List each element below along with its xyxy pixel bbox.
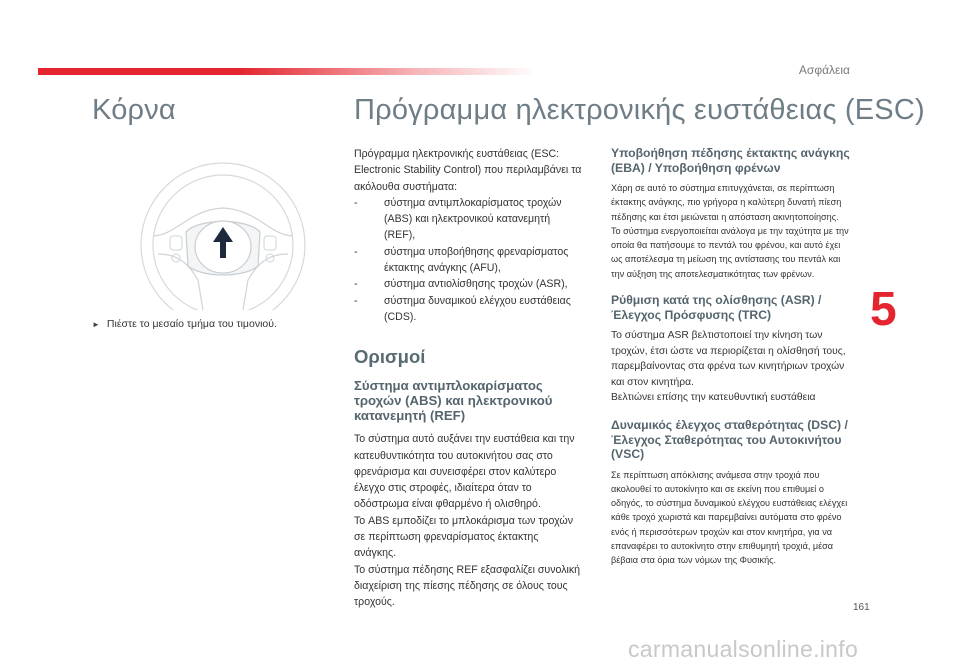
asr-heading: Ρύθμιση κατά της ολίσθησης (ASR) / Έλεγχος Πρόσφυσης (TRC) [611, 293, 822, 322]
page-number: 161 [853, 602, 870, 613]
list-item: - σύστημα αντιμπλοκαρίσματος τροχών (ABS) και ηλεκτρονικού κατανεμητή (REF), [354, 195, 582, 244]
eba-text-1: Χάρη σε αυτό το σύστημα επιτυγχάνεται, σε περίπτωση έκτακτης ανάγκης, πιο γρήγορα η καλύτερη δυνατή πίεση πέδησης και έτσι μειώνεται η απόσταση ακινητοποίησης. [611, 183, 842, 222]
asr-text-2: Βελτιώνει επίσης την κατευθυντική ευστάθεια [611, 392, 816, 404]
arrow-right-icon: ► [92, 320, 100, 329]
chapter-number: 5 [870, 283, 897, 336]
horn-title: Κόρνα [92, 94, 176, 126]
list-item: - σύστημα δυναμικού ελέγχου ευστάθειας (CDS). [354, 293, 582, 326]
asr-text-1: Το σύστημα ASR βελτιστοποιεί την κίνηση των τροχών, έτσι ώστε να περιορίζεται η ολίσθησή τους, παρεμβαίνοντας στα φρένα των κινητήριων τροχών και στον κινητήρα. [611, 330, 846, 388]
definitions-heading: Ορισμοί [354, 346, 426, 368]
abs-text-1: Το σύστημα αυτό αυξάνει την ευστάθεια και την κατευθυντικότητα του αυτοκινήτου σας στο φρενάρισμα και συνεισφέρει στον καλύτερο έλεγχο στις στροφές, ιδιαίτερα όταν το οδόστρωμα είναι φθαρμένο ή ολισθηρό. [354, 433, 575, 511]
esc-systems-list [354, 195, 582, 325]
assist-column [611, 146, 853, 568]
abs-text-2: Το ABS εμποδίζει το μπλοκάρισμα των τροχών σε περίπτωση φρεναρίσματος έκτακτης ανάγκης. [354, 514, 574, 560]
section-title: Ασφάλεια [798, 63, 850, 77]
eba-heading: Υποβοήθηση πέδησης έκτακτης ανάγκης (EBA) / Υποβοήθηση φρένων [611, 146, 850, 175]
abs-heading: Σύστημα αντιμπλοκαρίσματος τροχών (ABS) και ηλεκτρονικού κατανεμητή (REF) [354, 378, 553, 424]
eba-text-2: Το σύστημα ενεργοποιείται ανάλογα με την ταχύτητα με την οποία θα πατήσουμε το πεντάλ του φρένου, και αυτό έχει ως αποτέλεσμα τη μείωση της αντίστασης του πεντάλ και την αύξηση της αποτελεσματικότητας των φρένων. [611, 225, 849, 279]
list-item: - σύστημα αντιολίσθησης τροχών (ASR), [354, 276, 582, 292]
horn-instruction: ► Πιέστε το μεσαίο τμήμα του τιμονιού. [92, 318, 277, 330]
dsc-heading: Δυναμικός έλεγχος σταθερότητας (DSC) / Έλεγχος Σταθερότητας του Αυτοκινήτου (VSC) [611, 418, 848, 462]
steering-wheel-illustration [118, 150, 328, 310]
list-item: - σύστημα υποβοήθησης φρεναρίσματος έκτακτης ανάγκης (AFU), [354, 244, 582, 277]
dsc-text: Σε περίπτωση απόκλισης ανάμεσα στην τροχιά που ακολουθεί το αυτοκίνητο και σε εκείνη που επιθυμεί ο οδηγός, το σύστημα δυναμικού ελέγχου ευστάθειας ελέγχει κάθε τροχό χωριστά και παρεμβαίνει αυτόματα στο φρένο ενός ή περισσότερων τροχών και στον κινητήρα, για να επαναφέρει το αυτοκίνητο στην επιθυμητή τροχιά, μέσα βέβαια στα όρια των νόμων της Φυσικής. [611, 469, 848, 566]
esc-column [354, 146, 582, 611]
header-accent-bar [38, 68, 538, 75]
esc-intro: Πρόγραμμα ηλεκτρονικής ευστάθειας (ESC: Electronic Stability Control) που περιλαμβάνει τα ακόλουθα συστήματα: [354, 148, 582, 193]
abs-text-3: Το σύστημα πέδησης REF εξασφαλίζει συνολική διαχείριση της πίεσης πέδησης σε όλους τους τροχούς. [354, 563, 581, 609]
watermark: carmanualsonline.info [628, 636, 859, 662]
esc-title: Πρόγραμμα ηλεκτρονικής ευστάθειας (ESC) [354, 94, 925, 126]
